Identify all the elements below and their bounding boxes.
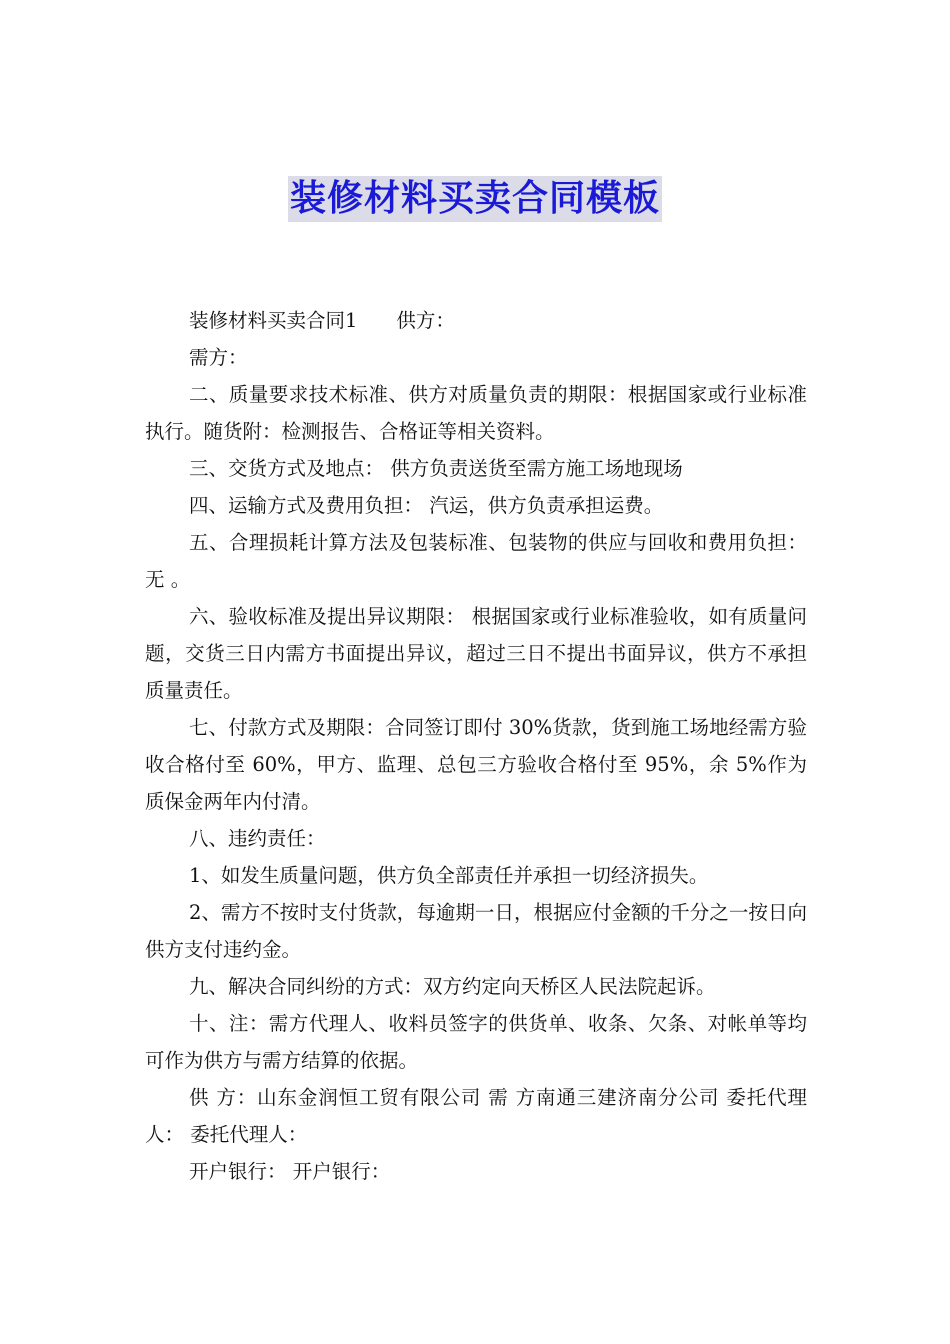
paragraph-dispute: 九、解决合同纠纷的方式：双方约定向天桥区人民法院起诉。 xyxy=(189,975,716,998)
paragraph-note: 十、注：需方代理人、收料员签字的供货单、收条、欠条、对帐单等均可作为供方与需方结算的依据。 xyxy=(145,1012,807,1072)
paragraph-packaging: 五、合理损耗计算方法及包装标准、包装物的供应与回收和费用负担： 无 。 xyxy=(145,531,807,591)
document-body xyxy=(145,302,807,1190)
paragraph-bank: 开户银行： 开户银行： xyxy=(189,1160,391,1183)
paragraph-liability-heading: 八、违约责任： xyxy=(189,827,326,850)
paragraph-liability-2: 2、需方不按时支付货款，每逾期一日，根据应付金额的千分之一按日向供方支付违约金。 xyxy=(145,901,807,961)
paragraph-payment: 七、付款方式及期限：合同签订即付 30%货款，货到施工场地经需方验收合格付至 60%，甲方、监理、总包三方验收合格付至 95%，余 5%作为质保金两年内付清。 xyxy=(145,716,807,813)
title-container xyxy=(0,176,950,222)
paragraph-liability-1: 1、如发生质量问题，供方负全部责任并承担一切经济损失。 xyxy=(189,864,709,887)
paragraph-delivery: 三、交货方式及地点： 供方负责送货至需方施工场地现场 xyxy=(189,457,683,480)
paragraph-parties: 供 方：山东金润恒工贸有限公司 需 方南通三建济南分公司 委托代理人： 委托代理人： xyxy=(145,1086,807,1146)
document-title: 装修材料买卖合同模板 xyxy=(288,176,662,222)
paragraph-intro: 装修材料买卖合同1 供方： xyxy=(189,309,455,332)
paragraph-buyer: 需方： xyxy=(189,346,248,369)
paragraph-acceptance: 六、验收标准及提出异议期限： 根据国家或行业标准验收，如有质量问题，交货三日内需方书面提出异议，超过三日不提出书面异议，供方不承担质量责任。 xyxy=(145,605,807,702)
paragraph-transport: 四、运输方式及费用负担： 汽运，供方负责承担运费。 xyxy=(189,494,664,517)
paragraph-quality: 二、质量要求技术标准、供方对质量负责的期限：根据国家或行业标准执行。随货附：检测报告、合格证等相关资料。 xyxy=(145,383,807,443)
